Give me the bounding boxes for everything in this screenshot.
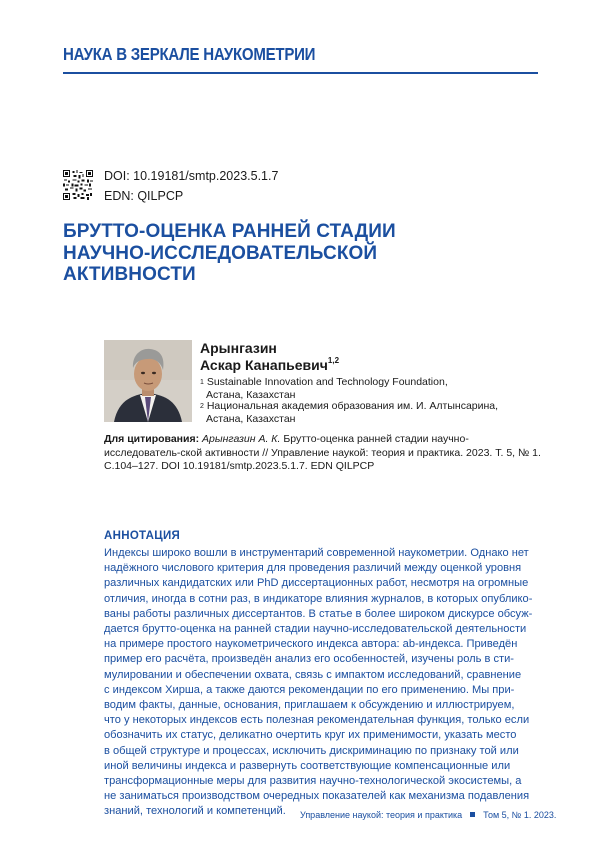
doi-identifier[interactable]: DOI: 10.19181/smtp.2023.5.1.7 bbox=[104, 169, 279, 183]
abstract-line: отличия, иногда в сотни раз, в индикаторе влияния журналов, в которых опублико- bbox=[104, 592, 533, 605]
abstract-line: различных кандидатских или PhD диссертационных работ, несмотря на огромные bbox=[104, 577, 529, 590]
qr-code-icon bbox=[63, 170, 93, 200]
title-line: АКТИВНОСТИ bbox=[63, 264, 196, 285]
abstract-line: ваны работы различных диссертантов. В статье в более широком дискурсе обсуж- bbox=[104, 607, 533, 620]
affiliation-city: Астана, Казахстан bbox=[206, 413, 296, 425]
abstract-line: обозначить их статус, деликатно очертить круг их применимости, указать место bbox=[104, 729, 517, 742]
abstract-line: надёжного числового критерия для проведения различий между оценкой уровня bbox=[104, 562, 522, 575]
author-surname: Арынгазин bbox=[200, 340, 277, 356]
abstract-heading: АННОТАЦИЯ bbox=[104, 530, 181, 542]
abstract-line: знаний, технологий и компетенций. bbox=[104, 805, 286, 818]
affiliation-city: Астана, Казахстан bbox=[206, 389, 296, 401]
citation-block bbox=[104, 433, 542, 474]
citation-lead: Для цитирования: bbox=[104, 433, 200, 445]
abstract-line: водим факты, данные, основания, приглашаем к обсуждению и иллюстрируем, bbox=[104, 699, 515, 712]
article-title bbox=[63, 221, 543, 286]
abstract-body bbox=[104, 546, 544, 820]
abstract-line: трансформационные меры для развития научно-технологической экосистемы, а bbox=[104, 775, 522, 788]
citation-text: Брутто-оценка ранней стадии научно-исследователь-ской активности // Управление наукой: теория и практика. 2023. Т. 5, № 1. С.104–127. DOI 10.19181/smtp.2023.5.1.7. EDN QILPCP bbox=[104, 433, 541, 472]
abstract-line: дается брутто-оценка на ранней стадии научно-исследовательской деятельности bbox=[104, 623, 527, 636]
abstract-line: мулировании и обеспечении охвата, связь с импактом исследований, сравнение bbox=[104, 668, 522, 681]
abstract-line: в общей структуре и процессах, исключить дискриминацию по признаку той или bbox=[104, 744, 519, 757]
citation-author: Арынгазин А. К. bbox=[202, 433, 281, 445]
edn-identifier: EDN: QILPCP bbox=[104, 189, 184, 203]
author-given-name: Аскар Канапьевич bbox=[200, 357, 328, 373]
affiliation-org: Sustainable Innovation and Technology Foundation, bbox=[206, 376, 448, 388]
title-line: НАУЧНО-ИССЛЕДОВАТЕЛЬСКОЙ bbox=[63, 242, 378, 264]
header-band bbox=[0, 0, 600, 82]
abstract-line: на примере простого наукометрического индекса автора: ab-индекса. Приведён bbox=[104, 638, 518, 651]
footer-journal: Управление наукой: теория и практика bbox=[300, 810, 463, 820]
page-footer bbox=[300, 810, 556, 820]
affiliation-number: 2 bbox=[200, 403, 204, 410]
affiliation-marks: 1,2 bbox=[327, 356, 340, 365]
section-divider bbox=[63, 72, 538, 74]
footer-issue: Том 5, № 1. 2023. bbox=[483, 810, 557, 820]
author-name bbox=[200, 357, 339, 373]
abstract-line: иной величины индекса и развернуть соответствующие компенсационные или bbox=[104, 759, 511, 772]
section-title: НАУКА В ЗЕРКАЛЕ НАУКОМЕТРИИ bbox=[63, 44, 316, 64]
abstract-line: пример его расчёта, произведён анализ его особенностей, изучены роль в сти- bbox=[104, 653, 514, 666]
abstract-line: не заниматься производством очередных показателей как механизма подавления bbox=[104, 790, 530, 803]
abstract-line: Индексы широко вошли в инструментарий современной наукометрии. Однако нет bbox=[104, 547, 529, 559]
title-line: БРУТТО-ОЦЕНКА РАННЕЙ СТАДИИ bbox=[63, 221, 396, 242]
affiliation-number: 1 bbox=[200, 379, 204, 386]
abstract-line: что у некоторых индексов есть полезная рекомендательная функция, только если bbox=[104, 714, 530, 727]
author-photo bbox=[104, 340, 192, 422]
affiliation-org: Национальная академия образования им. И. Алтынсарина, bbox=[206, 400, 499, 412]
abstract-line: с индексом Хирша, а также даются рекомендации по его применению. Мы при- bbox=[104, 683, 515, 696]
affiliation-1 bbox=[200, 376, 448, 402]
affiliation-2 bbox=[200, 400, 498, 426]
square-bullet-icon bbox=[470, 812, 475, 817]
